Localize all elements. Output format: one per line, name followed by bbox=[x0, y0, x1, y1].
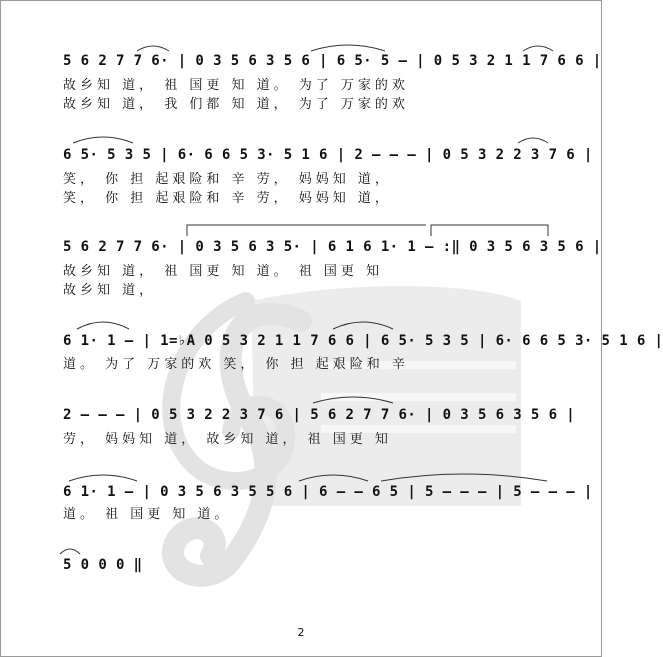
slurs-system-5 bbox=[63, 391, 553, 405]
slurs-system-6 bbox=[63, 467, 553, 483]
system-6-lyric-1: 道。 祖 国更 知 道。 bbox=[63, 507, 232, 522]
system-7-notes: 5 0 0 0 ‖ bbox=[63, 557, 143, 573]
system-1-notes: 5 6 2 7 7 6· | 0 3 5 6 3 5 6 | 6 5· 5 – | 0 5 3 2 1 1 7 6 6 | bbox=[63, 53, 602, 69]
system-6-notes: 6 1· 1 – | 0 3 5 6 3 5 5 6 | 6 – – 6 5 | 5 – – – | 5 – – – | bbox=[63, 484, 593, 500]
system-5-notes: 2 – – – | 0 5 3 2 2 3 7 6 | 5 6 2 7 7 6· | 0 3 5 6 3 5 6 | bbox=[63, 407, 576, 423]
system-5-lyric-1: 劳， 妈妈知 道， 故乡知 道， 祖 国更 知 bbox=[63, 432, 392, 447]
slurs-system-1 bbox=[63, 39, 553, 53]
system-2-lyric-2: 笑， 你 担 起艰险和 辛 劳， 妈妈知 道， bbox=[63, 191, 392, 206]
system-3-notes: 5 6 2 7 7 6· | 0 3 5 6 3 5· | 6 1 6 1· 1 – :‖ 0 3 5 6 3 5 6 | bbox=[63, 239, 602, 255]
volta-brackets bbox=[186, 223, 551, 237]
system-1-lyric-1: 故乡知 道， 祖 国更 知 道。 为了 万家的欢 bbox=[63, 78, 409, 93]
system-4-lyric-1: 道。 为了 万家的欢 笑， 你 担 起艰险和 辛 bbox=[63, 357, 409, 372]
slurs-system-4 bbox=[63, 309, 553, 331]
system-2-notes: 6 5· 5 3 5 | 6· 6 6 5 3· 5 1 6 | 2 – – – | 0 5 3 2 2 3 7 6 | bbox=[63, 147, 593, 163]
system-3-lyric-2: 故乡知 道， bbox=[63, 283, 157, 298]
slurs-system-7 bbox=[56, 542, 86, 556]
system-2-lyric-1: 笑， 你 担 起艰险和 辛 劳， 妈妈知 道， bbox=[63, 172, 392, 187]
system-4-notes: 6 1· 1 – | 1=♭A 0 5 3 2 1 1 7 6 6 | 6 5· 5 3 5 | 6· 6 6 5 3· 5 1 6 | bbox=[63, 333, 663, 349]
system-3-lyric-1: 故乡知 道， 祖 国更 知 道。 祖 国更 知 bbox=[63, 264, 384, 279]
page-number: 2 bbox=[297, 626, 305, 639]
slurs-system-2 bbox=[63, 131, 553, 145]
system-1-lyric-2: 故乡知 道， 我 们都 知 道， 为了 万家的欢 bbox=[63, 97, 409, 112]
